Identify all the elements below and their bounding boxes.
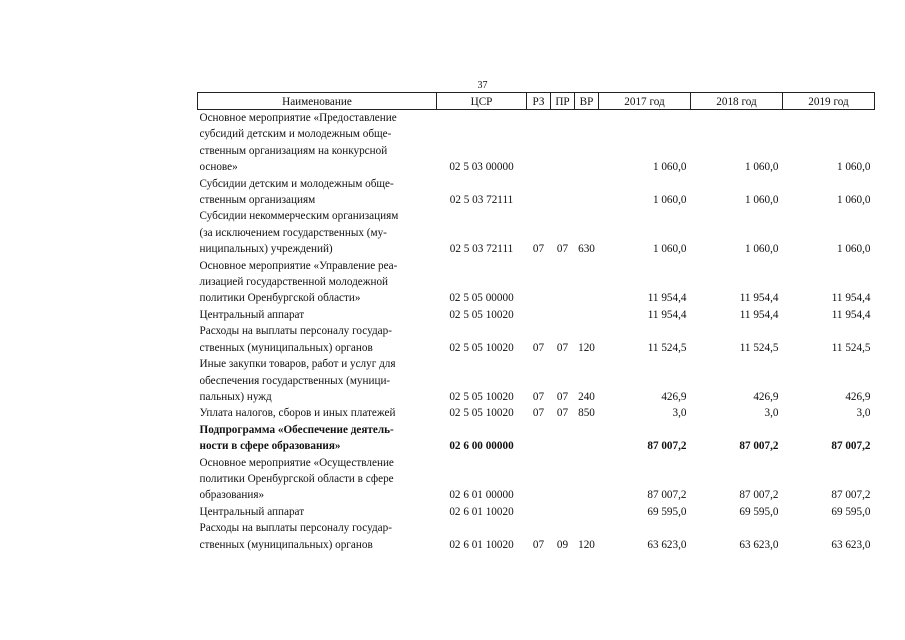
- row-csr: 02 5 03 72111: [449, 243, 514, 256]
- row-vr: 630: [578, 243, 595, 256]
- row-name: [198, 176, 437, 209]
- row-pr: 07: [556, 390, 569, 403]
- row-name-line: Подпрограмма «Обеспечение деятель-: [199, 423, 394, 436]
- row-2019: 69 595,0: [831, 505, 871, 518]
- row-name: [198, 356, 437, 405]
- row-name-line: ниципальных) учреждений): [199, 243, 333, 256]
- row-2019: 1 060,0: [836, 243, 871, 256]
- row-vr: 120: [578, 341, 595, 354]
- row-name-line: Субсидии детским и молодежным обще-: [199, 177, 394, 190]
- row-2017: 11 954,4: [647, 308, 687, 321]
- header-rz: РЗ: [527, 93, 551, 110]
- header-name: Наименование: [198, 93, 437, 110]
- row-name-line: основе»: [199, 161, 238, 174]
- row-2019: 1 060,0: [836, 161, 871, 174]
- row-csr: 02 5 05 10020: [449, 390, 514, 403]
- row-csr: 02 6 01 10020: [449, 538, 514, 551]
- row-2019: 87 007,2: [831, 489, 871, 502]
- row-vr: [575, 422, 599, 455]
- row-pr: [551, 504, 575, 520]
- row-name: [198, 455, 437, 504]
- row-rz: 07: [532, 390, 545, 403]
- row-name-line: Иные закупки товаров, работ и услуг для: [199, 358, 396, 371]
- row-pr: [551, 307, 575, 323]
- row-name-line: ственным организациям на конкурсной: [199, 144, 388, 157]
- row-2017: 3,0: [672, 407, 687, 420]
- row-vr: 240: [578, 390, 595, 403]
- row-name-line: политики Оренбургской области в сфере: [199, 472, 394, 485]
- row-vr: 120: [578, 538, 595, 551]
- row-2017: 87 007,2: [647, 489, 687, 502]
- row-rz: 07: [532, 243, 545, 256]
- row-name-line: Центральный аппарат: [199, 505, 305, 518]
- row-2017: 1 060,0: [652, 194, 687, 207]
- row-pr: [551, 110, 575, 176]
- row-vr: [575, 110, 599, 176]
- row-2017: 426,9: [661, 390, 687, 403]
- header-row: [198, 93, 875, 110]
- row-rz: [527, 504, 551, 520]
- row-csr: 02 5 03 72111: [449, 194, 514, 207]
- row-2017: 87 007,2: [647, 440, 687, 453]
- row-2018: 11 954,4: [739, 292, 779, 305]
- row-2019: 3,0: [856, 407, 871, 420]
- row-2018: 87 007,2: [739, 489, 779, 502]
- row-2018: 1 060,0: [744, 194, 779, 207]
- row-name-line: субсидий детским и молодежным обще-: [199, 128, 392, 141]
- row-name: [198, 258, 437, 307]
- row-name: [198, 307, 437, 323]
- row-name-line: Расходы на выплаты персоналу государ-: [199, 522, 392, 535]
- row-name-line: Расходы на выплаты персоналу государ-: [199, 325, 392, 338]
- row-2018: 3,0: [764, 407, 779, 420]
- row-2018: 87 007,2: [739, 440, 779, 453]
- row-name: [198, 504, 437, 520]
- header-vr: ВР: [575, 93, 599, 110]
- row-pr: 07: [556, 243, 569, 256]
- row-2018: 63 623,0: [739, 538, 779, 551]
- row-name-line: ности в сфере образования»: [199, 440, 341, 453]
- row-name: [198, 323, 437, 356]
- row-vr: [575, 176, 599, 209]
- row-pr: [551, 258, 575, 307]
- row-name-line: (за исключением государственных (му-: [199, 226, 387, 239]
- row-csr: 02 5 03 00000: [449, 161, 514, 174]
- row-rz: [527, 176, 551, 209]
- table-row: [198, 176, 875, 209]
- row-csr: 02 5 05 00000: [449, 292, 514, 305]
- row-2019: 426,9: [845, 390, 871, 403]
- row-pr: 09: [556, 538, 569, 551]
- row-vr: [575, 504, 599, 520]
- row-name-line: лизацией государственной молодежной: [199, 276, 389, 289]
- row-csr: 02 5 05 10020: [449, 407, 514, 420]
- row-rz: [527, 258, 551, 307]
- row-name: [198, 208, 437, 257]
- row-rz: [527, 422, 551, 455]
- row-name-line: политики Оренбургской области»: [199, 292, 361, 305]
- row-name-line: ственным организациям: [199, 194, 316, 207]
- row-name-line: пальных) нужд: [199, 390, 272, 403]
- table-row: [198, 405, 875, 421]
- header-2018: 2018 год: [691, 93, 783, 110]
- budget-table: [197, 92, 875, 553]
- row-2018: 69 595,0: [739, 505, 779, 518]
- row-vr: [575, 455, 599, 504]
- row-vr: [575, 307, 599, 323]
- row-rz: 07: [532, 407, 545, 420]
- table-row: [198, 422, 875, 455]
- table-body: [198, 110, 875, 553]
- row-name-line: Субсидии некоммерческим организациям: [199, 210, 399, 223]
- table-row: [198, 208, 875, 257]
- row-name: [198, 405, 437, 421]
- row-name-line: Основное мероприятие «Предоставление: [199, 112, 397, 124]
- row-2018: 11 954,4: [739, 308, 779, 321]
- row-2017: 63 623,0: [647, 538, 687, 551]
- row-csr: 02 6 01 00000: [449, 489, 514, 502]
- row-2019: 11 954,4: [831, 292, 871, 305]
- row-rz: [527, 110, 551, 176]
- row-name: [198, 422, 437, 455]
- page-number: 37: [477, 80, 488, 91]
- row-rz: 07: [532, 341, 545, 354]
- row-2019: 1 060,0: [836, 194, 871, 207]
- row-pr: [551, 176, 575, 209]
- row-name-line: Уплата налогов, сборов и иных платежей: [199, 407, 396, 420]
- header-csr: ЦСР: [437, 93, 527, 110]
- row-2018: 1 060,0: [744, 243, 779, 256]
- table-row: [198, 323, 875, 356]
- row-vr: [575, 258, 599, 307]
- table-row: [198, 504, 875, 520]
- row-name-line: обеспечения государственных (муници-: [199, 374, 391, 387]
- row-name-line: ственных (муниципальных) органов: [199, 341, 373, 354]
- row-name-line: ственных (муниципальных) органов: [199, 538, 373, 551]
- table-row: [198, 455, 875, 504]
- row-name-line: Основное мероприятие «Осуществление: [199, 456, 394, 469]
- row-name-line: Основное мероприятие «Управление реа-: [199, 259, 398, 272]
- row-csr: 02 6 00 00000: [449, 440, 514, 453]
- row-vr: 850: [578, 407, 595, 420]
- row-pr: [551, 455, 575, 504]
- row-rz: [527, 307, 551, 323]
- row-rz: [527, 455, 551, 504]
- row-pr: [551, 422, 575, 455]
- row-2017: 11 524,5: [647, 341, 687, 354]
- row-2019: 87 007,2: [831, 440, 871, 453]
- table-header: [198, 93, 875, 110]
- row-2018: 1 060,0: [744, 161, 779, 174]
- header-2017: 2017 год: [599, 93, 691, 110]
- row-rz: 07: [532, 538, 545, 551]
- table-row: [198, 110, 875, 176]
- row-2017: 69 595,0: [647, 505, 687, 518]
- row-pr: 07: [556, 407, 569, 420]
- row-2019: 11 954,4: [831, 308, 871, 321]
- row-2017: 1 060,0: [652, 243, 687, 256]
- row-name-line: Центральный аппарат: [199, 308, 305, 321]
- table-row: [198, 520, 875, 553]
- row-pr: 07: [556, 341, 569, 354]
- table-row: [198, 258, 875, 307]
- row-2018: 426,9: [753, 390, 779, 403]
- table-row: [198, 307, 875, 323]
- row-csr: 02 5 05 10020: [449, 341, 514, 354]
- row-2017: 1 060,0: [652, 161, 687, 174]
- row-name-line: образования»: [199, 489, 265, 502]
- row-2019: 63 623,0: [831, 538, 871, 551]
- row-2017: 11 954,4: [647, 292, 687, 305]
- row-name: [198, 520, 437, 553]
- header-2019: 2019 год: [783, 93, 875, 110]
- row-csr: 02 5 05 10020: [449, 308, 514, 321]
- header-pr: ПР: [551, 93, 575, 110]
- table-row: [198, 356, 875, 405]
- row-csr: 02 6 01 10020: [449, 505, 514, 518]
- row-2018: 11 524,5: [739, 341, 779, 354]
- row-2019: 11 524,5: [831, 341, 871, 354]
- row-name: [198, 110, 437, 176]
